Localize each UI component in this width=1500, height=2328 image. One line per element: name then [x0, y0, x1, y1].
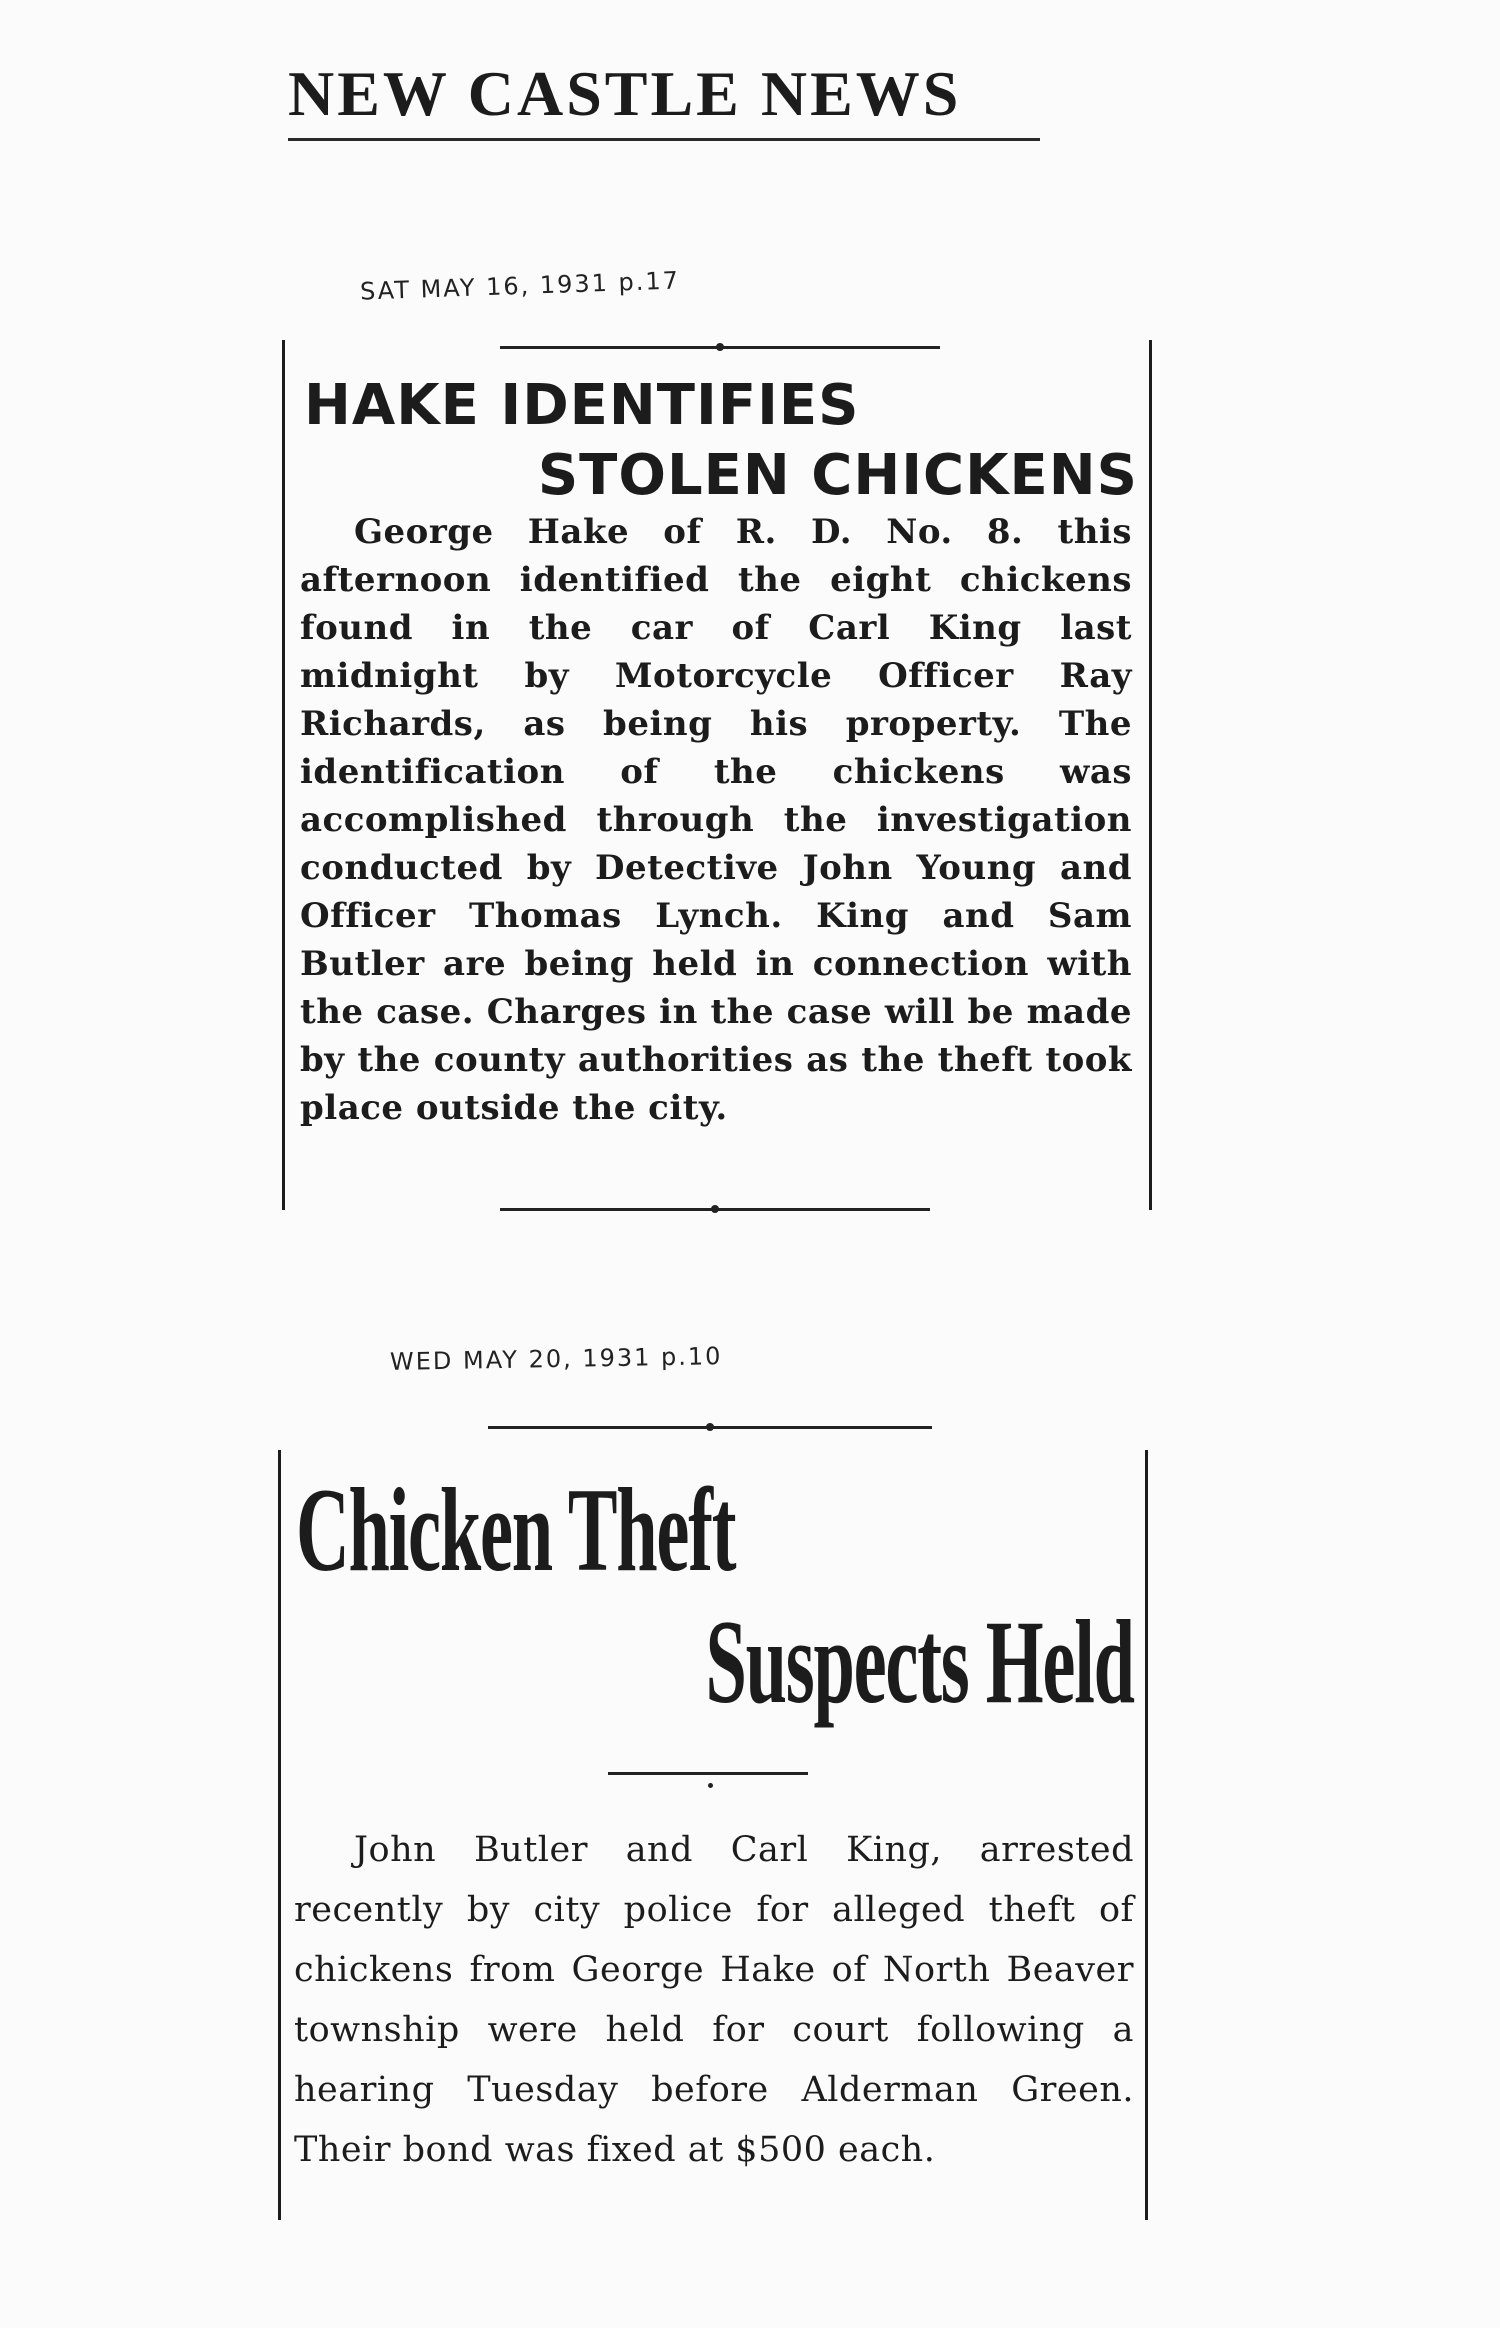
column-rule-left — [278, 1450, 281, 2220]
clipping-1-body: George Hake of R. D. No. 8. this afternoon identified the eight chickens found in the car of Carl King last midnight by Motorcycle Officer Ray Richards, as being his property. The identification of the chickens was accomplished through the investigation conducted by Detective John Young and Officer Thomas Lynch. King and Sam Butler are being held in connection with the case. Charges in the case will be made by the county authorities as the theft took place outside the city. — [300, 512, 1132, 1128]
clipping-2-divider — [608, 1772, 808, 1775]
clipping-2-body: John Butler and Carl King, arrested recently by city police for alleged theft of chickens from George Hake of North Beaver township were held for court following a hearing Tuesday before Alderman Green. Their bond was fixed at $500 each. — [294, 1830, 1134, 2170]
masthead-title: NEW CASTLE NEWS — [288, 58, 962, 129]
rule-dot — [711, 1205, 719, 1213]
clipping-1 — [282, 340, 1152, 1210]
rule-dot — [706, 1423, 714, 1431]
clipping-2-date-note: WED MAY 20, 1931 p.10 — [389, 1342, 723, 1376]
column-rule-right — [1149, 340, 1152, 1210]
clipping-1-bottom-rule — [500, 1208, 930, 1211]
clipping-2-headline-line1: Chicken Theft — [296, 1463, 736, 1596]
rule-dot — [708, 1783, 713, 1788]
clipping-1-date-note: SAT MAY 16, 1931 p.17 — [359, 266, 681, 306]
clipping-1-headline-line1: HAKE IDENTIFIES — [304, 373, 860, 438]
column-rule-left — [282, 340, 285, 1210]
clipping-2-top-rule — [488, 1426, 932, 1429]
column-rule-right — [1145, 1450, 1148, 2220]
masthead-rule — [288, 138, 1040, 141]
clipping-1-headline-line2: STOLEN CHICKENS — [537, 443, 1138, 508]
clipping-2 — [278, 1450, 1148, 2220]
clipping-2-headline-line2: Suspects Held — [705, 1595, 1134, 1728]
